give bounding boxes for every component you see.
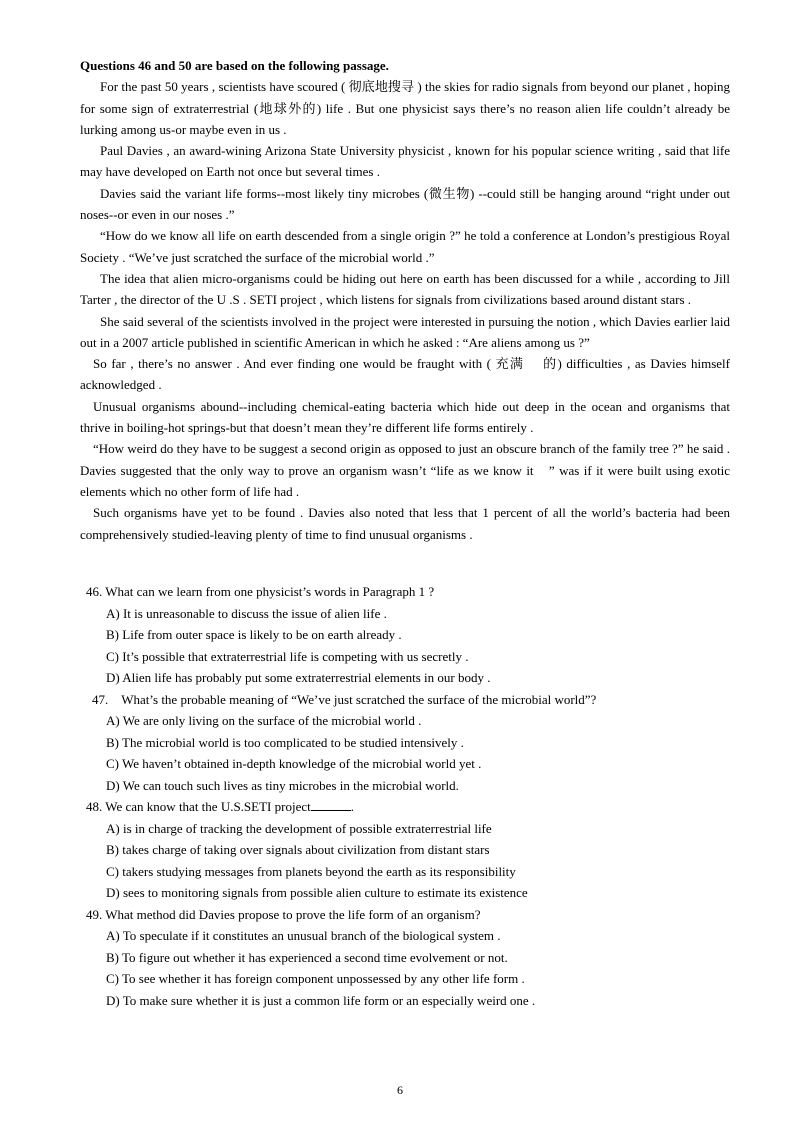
option-d: D) We can touch such lives as tiny microbes in the microbial world. bbox=[106, 777, 459, 793]
question-stem: 47. What’s the probable meaning of “We’ve just scratched the surface of the microbial world”? bbox=[92, 691, 597, 707]
question-49 bbox=[86, 904, 736, 1012]
option-c: C) To see whether it has foreign component unpossessed by any other life form . bbox=[106, 971, 525, 986]
option-b: B) The microbial world is too complicated to be studied intensively . bbox=[106, 734, 464, 750]
question-stem: 46. What can we learn from one physicist’s words in Paragraph 1 ? bbox=[86, 584, 435, 599]
option-b: B) Life from outer space is likely to be on earth already . bbox=[106, 627, 402, 642]
passage-paragraph-5: The idea that alien micro-organisms could be hiding out here on earth has been discussed for a while , according to Jill Tarter , the director of the U .S . SETI project , which listens for signals from civilizations based around distant stars . bbox=[80, 270, 730, 308]
question-48 bbox=[86, 796, 736, 904]
option-d: D) sees to monitoring signals from possible alien culture to estimate its existence bbox=[106, 885, 528, 900]
reading-passage bbox=[80, 55, 730, 545]
passage-paragraph-4: “How do we know all life on earth descended from a single origin ?” he told a conference at London’s prestigious Royal Society . “We’ve just scratched the surface of the microbial world .” bbox=[80, 228, 730, 265]
question-stem-end: . bbox=[350, 799, 354, 814]
answer-blank bbox=[311, 798, 351, 811]
passage-paragraph-1: For the past 50 years , scientists have scoured ( 彻底地搜寻 ) the skies for radio signals from beyond our planet , hoping for some sign of extraterrestrial (地球外的) life . But one physicist says there’s no reason alien life couldn’t already be lurking among us-or maybe even in us . bbox=[80, 79, 730, 137]
passage-paragraph-3: Davies said the variant life forms--most likely tiny microbes (微生物) --could still be hanging around “right under out noses--or even in our noses .” bbox=[80, 185, 730, 223]
passage-paragraph-9: “How weird do they have to be suggest a second origin as opposed to just an obscure branch of the family tree ?” he said . Davies suggested that the only way to prove an organism wasn’t “life as we know it ” was if it were built using exotic elements which no other form of life had . bbox=[80, 441, 730, 499]
question-list bbox=[86, 581, 736, 1011]
question-47 bbox=[86, 689, 736, 797]
option-d: D) To make sure whether it is just a common life form or an especially weird one . bbox=[106, 992, 536, 1008]
option-c: C) takers studying messages from planets beyond the earth as its responsibility bbox=[106, 863, 516, 879]
option-a: A) To speculate if it constitutes an unusual branch of the biological system . bbox=[106, 928, 501, 943]
option-a: A) is in charge of tracking the development of possible extraterrestrial life bbox=[106, 820, 492, 836]
option-b: B) takes charge of taking over signals about civilization from distant stars bbox=[106, 842, 490, 857]
passage-paragraph-8: Unusual organisms abound--including chemical-eating bacteria which hide out deep in the ocean and organisms that thrive in boiling-hot springs-but that doesn’t mean they’re different life forms entirely . bbox=[80, 398, 730, 436]
passage-paragraph-2: Paul Davies , an award-wining Arizona State University physicist , known for his popular science writing , said that life may have developed on Earth not once but several times . bbox=[80, 143, 730, 180]
passage-paragraph-7: So far , there’s no answer . And ever finding one would be fraught with ( 充满 的) difficulties , as Davies himself acknowledged . bbox=[80, 356, 730, 393]
option-d: D) Alien life has probably put some extraterrestrial elements in our body . bbox=[106, 670, 491, 685]
option-c: C) We haven’t obtained in-depth knowledge of the microbial world yet . bbox=[106, 756, 482, 771]
passage-paragraph-10: Such organisms have yet to be found . Davies also noted that less that 1 percent of all the world’s bacteria had been comprehensively studied-leaving plenty of time to find unusual organisms . bbox=[80, 505, 730, 542]
option-a: A) It is unreasonable to discuss the issue of alien life . bbox=[106, 605, 387, 621]
passage-heading: Questions 46 and 50 are based on the following passage. bbox=[80, 58, 389, 73]
question-stem: 49. What method did Davies propose to prove the life form of an organism? bbox=[86, 906, 481, 922]
page-number: 6 bbox=[397, 1083, 403, 1097]
passage-paragraph-6: She said several of the scientists involved in the project were interested in pursuing the notion , which Davies earlier laid out in a 2007 article published in scientific American in which he asked : “Are aliens among us ?” bbox=[80, 313, 730, 350]
option-a: A) We are only living on the surface of the microbial world . bbox=[106, 713, 422, 728]
option-b: B) To figure out whether it has experienced a second time evolvement or not. bbox=[106, 949, 508, 965]
question-46 bbox=[86, 581, 736, 689]
question-stem-line bbox=[86, 796, 736, 818]
option-c: C) It’s possible that extraterrestrial life is competing with us secretly . bbox=[106, 648, 469, 664]
question-stem: 48. We can know that the U.S.SETI project bbox=[86, 799, 311, 814]
